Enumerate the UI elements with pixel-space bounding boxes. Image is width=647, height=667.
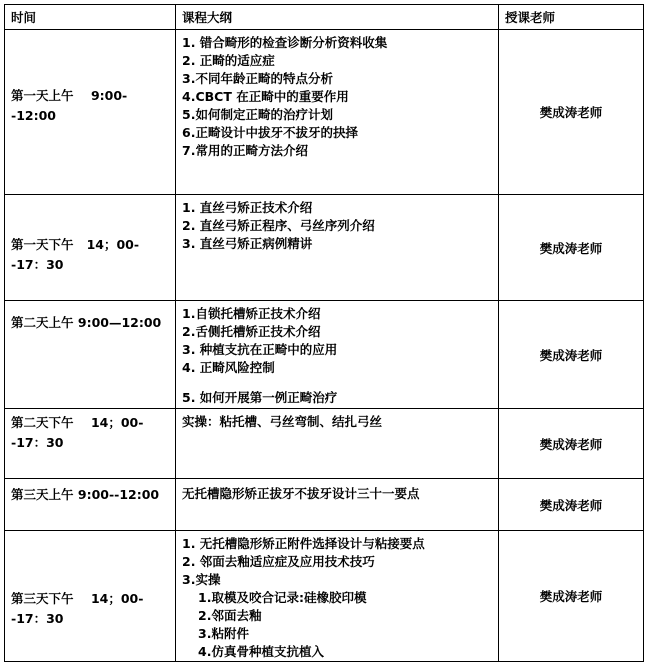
teacher-name: 樊成涛老师 [539,105,603,120]
session-time: 14；00--17：30 [11,237,140,272]
outline-item: 4. 正畸风险控制 [182,360,275,375]
teacher-cell [499,531,644,662]
table-row [5,409,644,479]
outline-item: 2.舌侧托槽矫正技术介绍 [182,324,321,339]
outline-item: 1. 错合畸形的检查诊断分析资料收集 [182,35,388,50]
teacher-cell [499,301,644,409]
outline-cell [176,195,499,301]
session-cell [5,409,176,479]
teacher-name: 樊成涛老师 [539,436,603,452]
outline-cell [176,479,499,531]
session-time: 14；00--17：30 [11,415,144,450]
header-time: 时间 [5,5,176,30]
session-label: 第二天下午 [11,415,74,430]
outline-item: 3.实操 [182,572,221,587]
teacher-cell [499,195,644,301]
table-row [5,479,644,531]
session-cell [5,30,176,195]
outline-item: 7.常用的正畸方法介绍 [182,143,308,158]
outline-item: 4.CBCT 在正畸中的重要作用 [182,89,349,104]
outline-item: 5.如何制定正畸的治疗计划 [182,107,333,122]
teacher-name: 樊成涛老师 [539,497,603,513]
header-teacher: 授课老师 [499,5,644,30]
outline-item: 5. 如何开展第一例正畸治疗 [182,390,338,405]
session-cell [5,195,176,301]
outline-subitem: 3.粘附件 [198,626,249,641]
session-label: 第一天上午 [11,88,74,103]
session-label: 第二天上午 [11,315,74,330]
session-cell [5,301,176,409]
session-cell [5,531,176,662]
session-time: 9:00—12:00 [77,315,162,330]
table-row [5,301,644,409]
outline-item: 2. 正畸的适应症 [182,53,275,68]
teacher-name: 樊成涛老师 [539,347,603,363]
teacher-name: 樊成涛老师 [539,589,603,604]
outline-item: 6.正畸设计中拔牙不拔牙的抉择 [182,125,358,140]
table-row [5,195,644,301]
session-time: 9:00--12:00 [11,88,128,123]
teacher-cell [499,30,644,195]
session-label: 第一天下午 [11,237,74,252]
session-time: 9:00--12:00 [77,487,160,502]
outline-item: 2. 邻面去釉适应症及应用技术技巧 [182,554,375,569]
course-schedule-table [4,4,644,662]
session-label: 第三天下午 [11,591,74,606]
outline-item: 1.自锁托槽矫正技术介绍 [182,306,321,321]
teacher-name: 樊成涛老师 [539,240,603,256]
outline-item: 实操：粘托槽、弓丝弯制、结扎弓丝 [182,414,383,429]
outline-subitem: 4.仿真骨种植支抗植入 [198,644,324,659]
outline-item: 3. 直丝弓矫正病例精讲 [182,236,313,251]
outline-item: 3.不同年龄正畸的特点分析 [182,71,333,86]
outline-item: 2. 直丝弓矫正程序、弓丝序列介绍 [182,218,375,233]
table-row [5,30,644,195]
teacher-cell [499,479,644,531]
outline-subitem: 1.取模及咬合记录:硅橡胶印模 [198,590,367,605]
session-time: 14；00--17：30 [11,591,144,626]
outline-cell [176,531,499,662]
outline-cell [176,409,499,479]
outline-item: 1. 直丝弓矫正技术介绍 [182,200,313,215]
outline-item: 无托槽隐形矫正拔牙不拔牙设计三十一要点 [182,486,420,501]
header-row [5,5,644,30]
header-outline: 课程大纲 [176,5,499,30]
outline-cell [176,30,499,195]
session-cell [5,479,176,531]
outline-cell [176,301,499,409]
teacher-cell [499,409,644,479]
session-label: 第三天上午 [11,487,74,502]
outline-item: 1. 无托槽隐形矫正附件选择设计与粘接要点 [182,536,425,551]
outline-item: 3. 种植支抗在正畸中的应用 [182,342,338,357]
outline-subitem: 2.邻面去釉 [198,608,262,623]
table-row [5,531,644,662]
